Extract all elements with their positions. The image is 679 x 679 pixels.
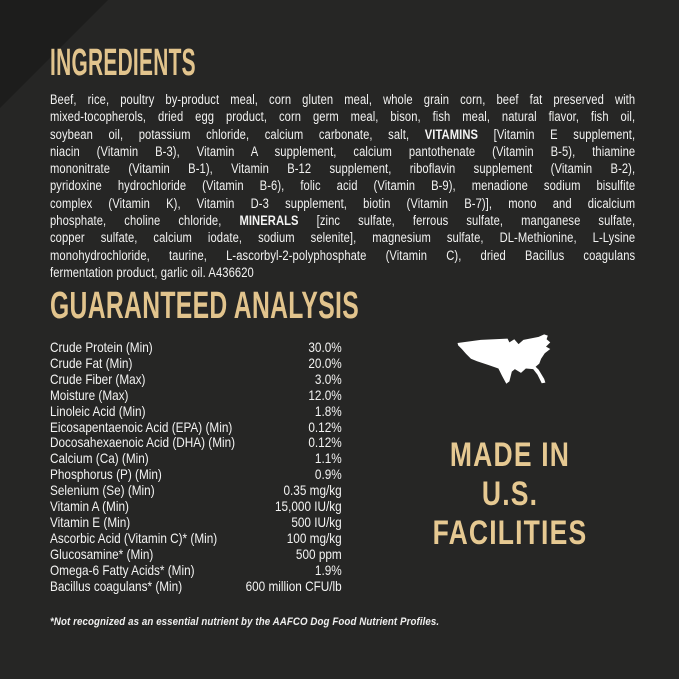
- analysis-row: [50, 467, 342, 483]
- nutrient-value: 1.1%: [314, 451, 342, 467]
- nutrient-label: Vitamin E (Min): [50, 514, 131, 530]
- ingredients-line: soybean oil, potassium chloride, calcium carbonate, salt, VITAMINS [Vitamin E supplement,: [50, 126, 636, 142]
- made-in-us-text: [409, 436, 612, 553]
- analysis-row: [50, 483, 342, 499]
- ingredients-line: fermentation product, garlic oil. A436620: [50, 264, 254, 280]
- nutrient-label: Omega-6 Fatty Acids* (Min): [50, 562, 195, 578]
- nutrient-value: 12.0%: [308, 387, 342, 403]
- made-in-line: U.S.: [481, 475, 539, 513]
- nutrient-label: Vitamin A (Min): [50, 499, 129, 515]
- analysis-row: [50, 372, 342, 388]
- ingredients-heading-text: INGREDIENTS: [50, 42, 196, 84]
- ingredients-paragraph: [50, 91, 635, 281]
- nutrient-value: 0.35 mg/kg: [283, 483, 342, 499]
- nutrient-label: Calcium (Ca) (Min): [50, 451, 149, 467]
- nutrient-value: 1.9%: [314, 562, 342, 578]
- guaranteed-analysis-heading-text: GUARANTEED ANALYSIS: [50, 285, 360, 327]
- ingredients-line: monohydrochloride, taurine, L-ascorbyl-2-polyphosphate (Vitamin C), dried Bacillus coagulans: [50, 247, 636, 263]
- ingredients-line: niacin (Vitamin B-3), Vitamin A supplement, calcium pantothenate (Vitamin B-5), thiamine: [50, 143, 636, 159]
- nutrient-label: Glucosamine* (Min): [50, 546, 154, 562]
- usa-map-icon: [449, 333, 571, 409]
- made-in-us-block: [380, 333, 640, 553]
- nutrient-label: Ascorbic Acid (Vitamin C)* (Min): [50, 530, 218, 546]
- nutrient-value: 500 ppm: [295, 546, 342, 562]
- nutrient-value: 3.0%: [314, 371, 342, 387]
- ingredients-line: pyridoxine hydrochloride (Vitamin B-6), folic acid (Vitamin B-9), menadione sodium bisulfite: [50, 178, 636, 194]
- nutrient-value: 30.0%: [308, 340, 342, 355]
- guaranteed-analysis-table: [50, 340, 342, 595]
- nutrient-label: Crude Fiber (Max): [50, 371, 146, 387]
- made-in-line: FACILITIES: [432, 514, 588, 552]
- nutrient-label: Crude Fat (Min): [50, 355, 133, 371]
- analysis-row: [50, 547, 342, 563]
- analysis-row: [50, 499, 342, 515]
- ingredients-line: phosphate, choline chloride, MINERALS [zinc sulfate, ferrous sulfate, manganese sulfate,: [50, 213, 636, 229]
- nutrient-label: Docosahexaenoic Acid (DHA) (Min): [50, 435, 236, 451]
- ingredients-line: mononitrate (Vitamin B-1), Vitamin B-12 supplement, riboflavin supplement (Vitamin B-2),: [50, 161, 636, 177]
- nutrient-label: Eicosapentaenoic Acid (EPA) (Min): [50, 419, 233, 435]
- analysis-row: [50, 435, 342, 451]
- analysis-row: [50, 388, 342, 404]
- nutrient-label: Selenium (Se) (Min): [50, 483, 155, 499]
- ingredients-line: copper sulfate, calcium iodate, sodium selenite], magnesium sulfate, DL-Methionine, L-Lysine: [50, 230, 636, 246]
- analysis-row: [50, 451, 342, 467]
- analysis-row: [50, 579, 342, 595]
- nutrient-value: 1.8%: [314, 403, 342, 419]
- ingredients-line: mixed-tocopherols, dried egg product, corn germ meal, bison, fish meal, natural flavor, fish oil,: [50, 109, 636, 125]
- ingredients-heading: [50, 42, 315, 84]
- analysis-row: [50, 563, 342, 579]
- nutrient-label: Crude Protein (Min): [50, 340, 153, 355]
- ingredients-line: Beef, rice, poultry by-product meal, corn gluten meal, whole grain corn, beef fat preserved with: [50, 92, 636, 107]
- nutrient-label: Phosphorus (P) (Min): [50, 467, 162, 483]
- nutrient-value: 500 IU/kg: [291, 514, 342, 530]
- nutrient-value: 0.12%: [308, 419, 342, 435]
- nutrient-label: Moisture (Max): [50, 387, 129, 403]
- ingredients-line: complex (Vitamin K), Vitamin D-3 supplement, biotin (Vitamin B-7)], mono and dicalcium: [50, 195, 636, 211]
- analysis-row: [50, 420, 342, 436]
- analysis-row: [50, 404, 342, 420]
- made-in-line: MADE IN: [449, 436, 571, 474]
- analysis-row: [50, 531, 342, 547]
- nutrient-value: 600 million CFU/lb: [245, 578, 342, 594]
- analysis-row: [50, 515, 342, 531]
- guaranteed-analysis-heading: [50, 285, 525, 327]
- nutrient-label: Linoleic Acid (Min): [50, 403, 146, 419]
- nutrient-value: 15,000 IU/kg: [274, 499, 342, 515]
- nutrient-value: 20.0%: [308, 355, 342, 371]
- analysis-row: [50, 340, 342, 356]
- nutrient-value: 100 mg/kg: [286, 530, 342, 546]
- aafco-footnote: *Not recognized as an essential nutrient by the AAFCO Dog Food Nutrient Profiles.: [50, 616, 440, 628]
- nutrient-value: 0.12%: [308, 435, 342, 451]
- nutrient-label: Bacillus coagulans* (Min): [50, 578, 183, 594]
- analysis-row: [50, 356, 342, 372]
- nutrient-value: 0.9%: [314, 467, 342, 483]
